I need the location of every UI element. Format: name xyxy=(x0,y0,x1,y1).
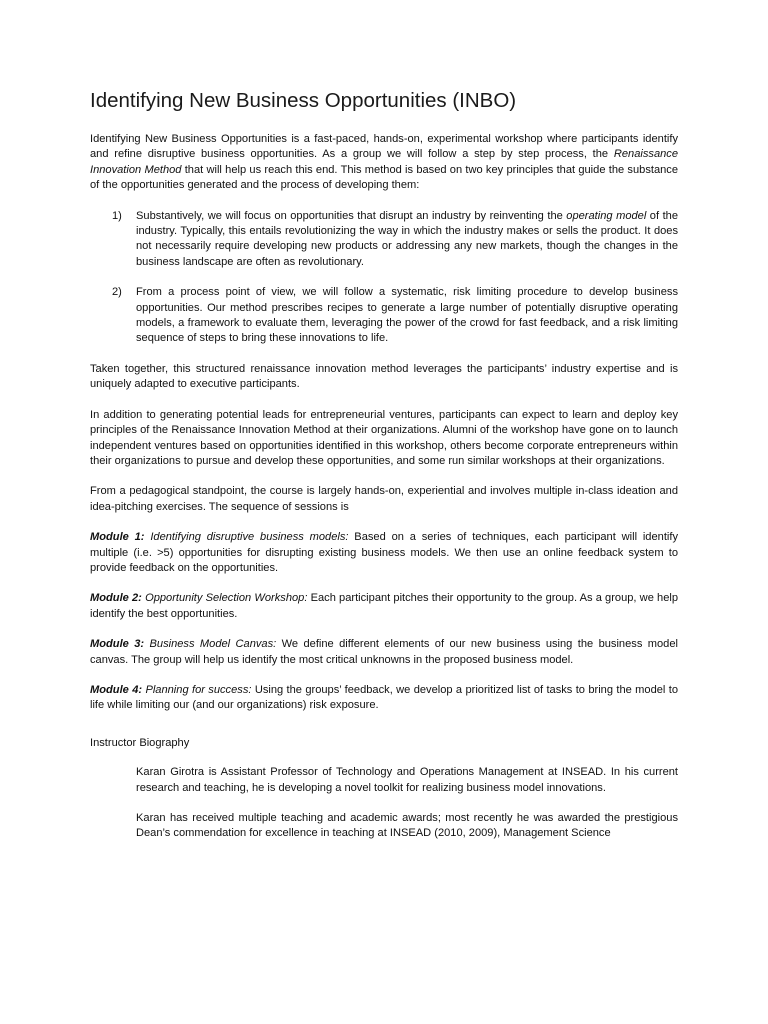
summary-paragraph: Taken together, this structured renaissance innovation method leverages the participants’ industry expertise and is uniquely adapted to executive participants. xyxy=(90,362,678,391)
pedagogy-paragraph: From a pedagogical standpoint, the course is largely hands-on, experiential and involves multiple in-class ideation and idea-pitching exercises. The sequence of sessions is xyxy=(90,485,678,513)
bio-section xyxy=(90,765,678,842)
module-text: Based on a series of techniques, each participant will identify multiple (i.e. >5) opportunities for disrupting existing business models. We then use an online feedback system to provide feedback on the opportunities. xyxy=(90,531,678,574)
intro-text-1: Identifying New Business Opportunities is a fast-paced, hands-on, experimental workshop where participants identify and refine disruptive business opportunities. As a group we will follow a step by step process, the xyxy=(90,133,678,161)
principle-text-2: of the industry. Typically, this entails revolutionizing the way in which the industry makes or sells the product. It does not necessarily require developing new products or addressing any new markets, though the changes in the business landscape are often as revolutionary. xyxy=(136,209,679,268)
intro-text-2: that will help us reach this end. This method is based on two key principles that guide the substance of the opportunities generated and the process of developing them: xyxy=(90,163,679,192)
intro-paragraph xyxy=(90,132,678,194)
module-text: Using the groups’ feedback, we develop a prioritized list of tasks to bring the model to life while limiting our (and our organizations) risk exposure. xyxy=(90,683,678,712)
module-text: Each participant pitches their opportunity to the group. As a group, we help identify the best opportunities. xyxy=(90,592,679,620)
bio-paragraph-1: Karan Girotra is Assistant Professor of Technology and Operations Management at INSEAD. In his current research and teaching, he is developing a novel toolkit for realizing business model innovations. xyxy=(136,766,678,794)
module-name: Business Model Canvas: xyxy=(149,638,277,651)
principles-list xyxy=(90,209,678,347)
module-name: Identifying disruptive business models: xyxy=(150,531,349,544)
principle-item-2 xyxy=(90,285,678,347)
principle-number: 2) xyxy=(112,286,122,299)
module-2 xyxy=(90,591,678,622)
alumni-paragraph: In addition to generating potential leads for entrepreneurial ventures, participants can expect to learn and deploy key principles of the Renaissance Innovation Method at their organizations. Alumni of the workshop have gone on to launch independent ventures based on opportunities identified in this workshop, others become corporate entrepreneurs within their organizations to pursue and develop these opportunities, and some run similar workshops at their organizations. xyxy=(90,408,678,467)
document-title: Identifying New Business Opportunities (INBO) xyxy=(90,89,517,112)
module-label: Module 3: xyxy=(90,638,145,651)
module-label: Module 1: xyxy=(90,531,145,544)
module-text: We define different elements of our new business using the business model canvas. The group will help us identify the most critical unknowns in the proposed business model. xyxy=(90,638,678,666)
module-1 xyxy=(90,530,678,576)
module-label: Module 2: xyxy=(90,592,142,605)
intro-method-name: Renaissance Innovation Method xyxy=(90,148,678,176)
bio-paragraph-2: Karan has received multiple teaching and academic awards; most recently he was awarded the prestigious Dean’s commendation for excellence in teaching at INSEAD (2010, 2009), Management Science xyxy=(136,812,678,840)
document-page xyxy=(90,88,678,857)
module-4 xyxy=(90,683,678,714)
principle-text: From a process point of view, we will follow a systematic, risk limiting procedure to develop business opportunities. Our method prescribes recipes to generate a large number of potentially disruptive operating models, a framework to evaluate them, leveraging the power of the crowd for fast feedback, and a risk limiting sequence of steps to bring these innovations to life. xyxy=(136,286,678,345)
module-name: Opportunity Selection Workshop: xyxy=(145,592,308,605)
principle-number: 1) xyxy=(112,209,122,222)
bio-heading: Instructor Biography xyxy=(90,736,190,749)
module-label: Module 4: xyxy=(90,683,143,696)
principle-emphasis: operating model xyxy=(566,209,647,222)
principle-text-1: Substantively, we will focus on opportunities that disrupt an industry by reinventing the xyxy=(136,209,567,222)
principle-item-1 xyxy=(90,209,678,271)
module-3 xyxy=(90,637,678,668)
module-name: Planning for success: xyxy=(145,683,252,696)
